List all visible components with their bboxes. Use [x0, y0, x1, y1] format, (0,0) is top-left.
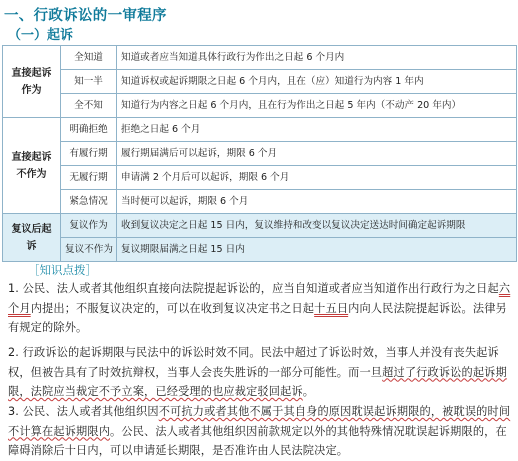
case-label: 无履行期: [61, 166, 117, 190]
case-label: 全知道: [61, 46, 117, 70]
case-label: 全不知: [61, 94, 117, 118]
case-deadline: 拒绝之日起 6 个月: [117, 118, 517, 142]
tip-paragraph-3: 3. 公民、法人或者其他组织因不可抗力或者其他不属于其自身的原因耽误起诉期限的，被耽误的时间不计算在起诉期限内。公民、法人或者其他组织因前款规定以外的其他特殊情况耽误起诉期限的，在障碍消除后十日内，可以申请延长期限，是否准许由人民法院决定。: [8, 405, 511, 457]
case-deadline: 履行期届满后可以起诉，期限 6 个月: [117, 142, 517, 166]
case-deadline: 知道行为内容之日起 6 个月内，且在行为作出之日起 5 年内（不动产 20 年内）: [117, 94, 517, 118]
tip-paragraph-2: 2. 行政诉讼的起诉期限与民法中的诉讼时效不同。民法中超过了诉讼时效，当事人并没有丧失起诉权，但被告具有了时效抗辩权，当事人会丧失胜诉的一部分可能性。而一旦超过了行政诉讼的起诉期限，法院应当裁定不予立案，已经受理的也应裁定驳回起诉。: [8, 346, 507, 398]
group-label: 复议后起诉: [3, 214, 61, 262]
group-label: 直接起诉不作为: [3, 118, 61, 214]
case-deadline: 当时便可以起诉，期限 6 个月: [117, 190, 517, 214]
case-deadline: 收到复议决定之日起 15 日内，复议维持和改变以复议决定送达时间确定起诉期限: [117, 214, 517, 238]
case-deadline: 知道或者应当知道具体行政行为作出之日起 6 个月内: [117, 46, 517, 70]
section-title: 一、行政诉讼的一审程序: [4, 8, 167, 24]
case-deadline: 复议期限届满之日起 15 日内: [117, 238, 517, 262]
case-label: 知一半: [61, 70, 117, 94]
case-label: 明确拒绝: [61, 118, 117, 142]
tips-heading: ［知识点拨］: [28, 263, 97, 277]
case-label: 复议作为: [61, 214, 117, 238]
subsection-title: （一）起诉: [8, 28, 74, 43]
tip-paragraph-1: 1. 公民、法人或者其他组织直接向法院提起诉讼的，应当自知道或者应当知道作出行政行为之日起六个月内提出；不服复议决定的，可以在收到复议决定书之日起十五日内向人民法院提起诉讼。法律另有规定的除外。: [8, 282, 511, 334]
case-deadline: 知道诉权或起诉期限之日起 6 个月内，且在（应）知道行为内容 1 年内: [117, 70, 517, 94]
case-label: 有履行期: [61, 142, 117, 166]
group-label: 直接起诉作为: [3, 46, 61, 118]
case-label: 紧急情况: [61, 190, 117, 214]
case-label: 复议不作为: [61, 238, 117, 262]
filing-deadline-table: [2, 45, 516, 262]
case-deadline: 申请满 2 个月后可以起诉，期限 6 个月: [117, 166, 517, 190]
